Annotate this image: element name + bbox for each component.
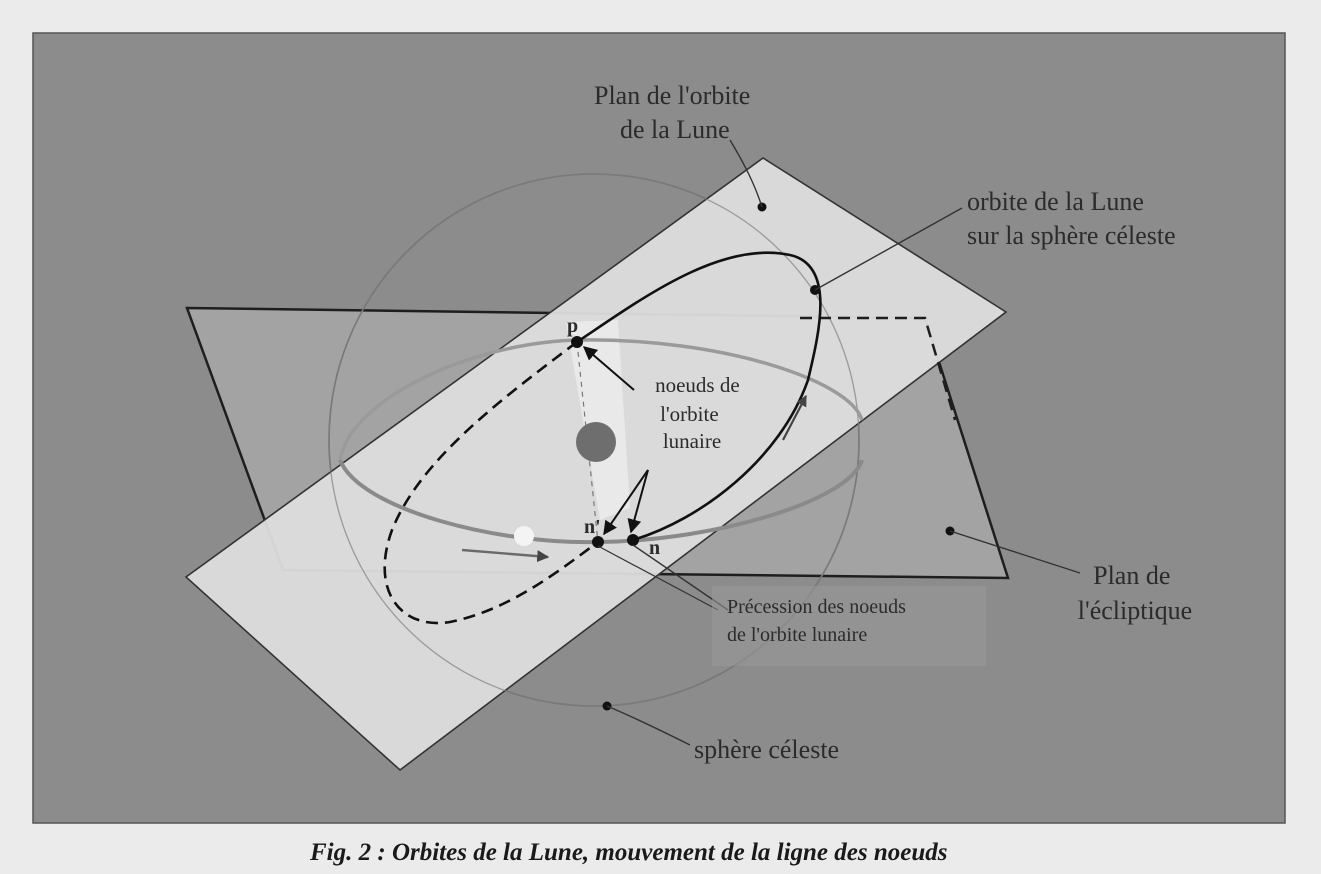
figure-caption: Fig. 2 : Orbites de la Lune, mouvement de la ligne des noeuds	[310, 839, 948, 866]
node-p-dot	[571, 336, 583, 348]
ecliptic-plane-label: Plan de l'écliptique	[1077, 561, 1193, 625]
celestial-sphere-label: sphère céleste	[694, 735, 840, 764]
orbit-on-sphere-label: orbite de la Lune sur la sphère céleste	[967, 187, 1176, 250]
point-n-label: n	[649, 537, 661, 559]
point-n-prime-label: n'	[584, 516, 601, 538]
precession-label: Précession des noeuds de l'orbite lunaire	[727, 596, 906, 646]
node-n-dot	[627, 534, 639, 546]
point-p-label: p	[567, 315, 579, 337]
earth	[576, 422, 616, 462]
nodes-label: noeuds de l'orbite lunaire	[655, 373, 740, 453]
orbit-plane-label: Plan de l'orbite de la Lune	[594, 81, 751, 144]
moon-marker	[514, 526, 534, 546]
